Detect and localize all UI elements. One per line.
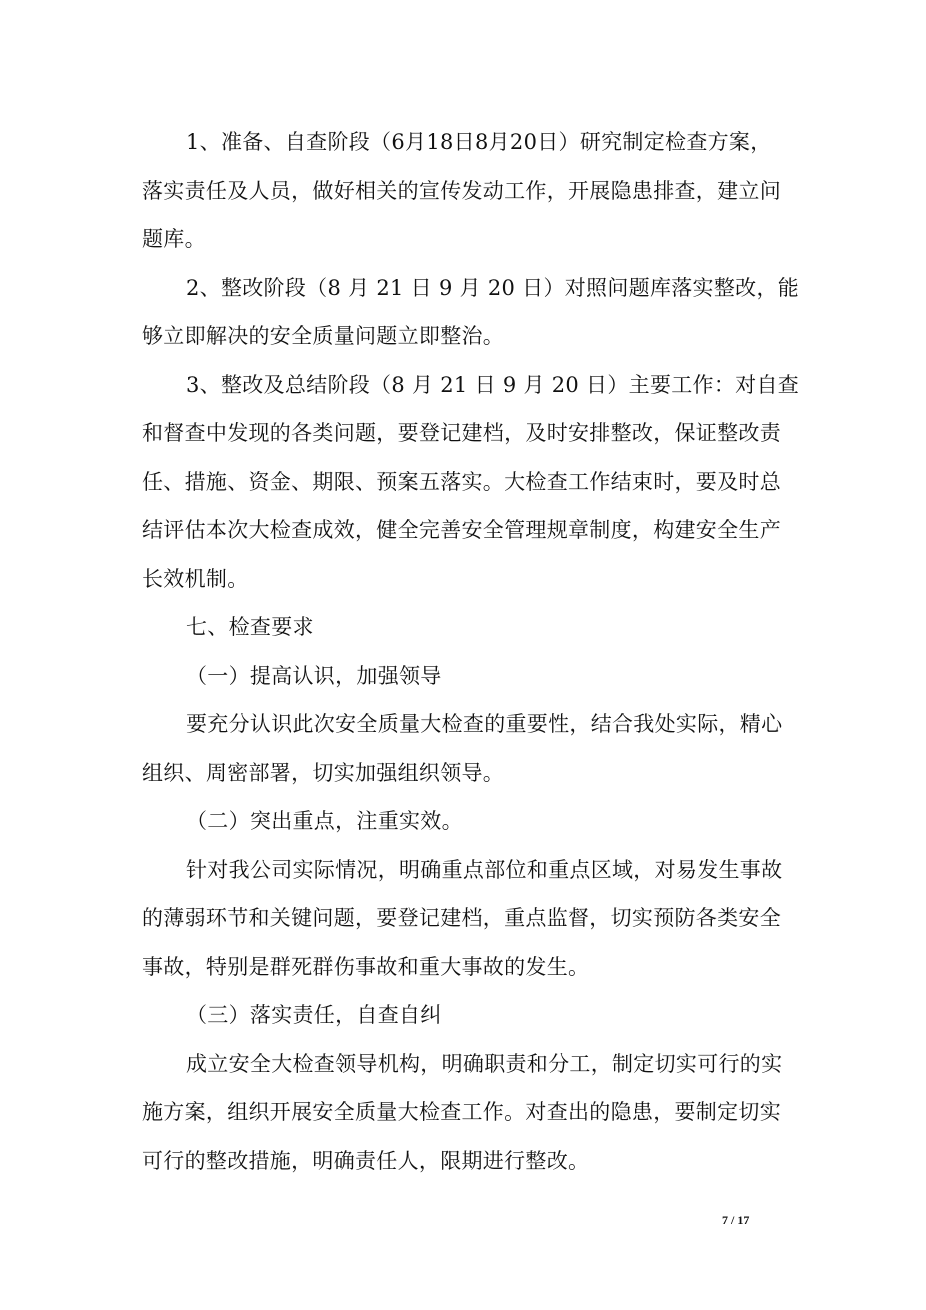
text-line: 事故，特别是群死群伤事故和重大事故的发生。 bbox=[142, 954, 590, 979]
text-line: 2、整改阶段（8 月 21 日 9 月 20 日）对照问题库落实整改，能 bbox=[186, 275, 800, 300]
subheading: （二）突出重点，注重实效。 bbox=[186, 809, 463, 833]
text-line: 3、整改及总结阶段（8 月 21 日 9 月 20 日）主要工作：对自查 bbox=[186, 372, 800, 397]
text-line: 成立安全大检查领导机构，明确职责和分工，制定切实可行的实 bbox=[186, 1051, 783, 1076]
paragraph-rectify-phase bbox=[142, 264, 800, 361]
text-line: 针对我公司实际情况，明确重点部位和重点区域，对易发生事故 bbox=[186, 857, 783, 882]
subheading-2 bbox=[142, 797, 788, 846]
text-line: 可行的整改措施，明确责任人，限期进行整改。 bbox=[142, 1148, 590, 1173]
page-number: 7 / 17 bbox=[722, 1213, 750, 1227]
text-line: 长效机制。 bbox=[142, 566, 249, 591]
text-line: 1、准备、自查阶段（6月18日8月20日）研究制定检查方案， bbox=[186, 130, 772, 154]
text-line: 结评估本次大检查成效，健全完善安全管理规章制度，构建安全生产 bbox=[142, 518, 781, 542]
section-heading: 七、检查要求 bbox=[186, 615, 314, 639]
document-body bbox=[142, 118, 800, 1185]
paragraph-focus bbox=[142, 846, 788, 992]
subheading-1 bbox=[142, 652, 788, 701]
text-line: 组织、周密部署，切实加强组织领导。 bbox=[142, 760, 505, 785]
paragraph-prep-phase bbox=[142, 118, 788, 264]
text-line: 落实责任及人员，做好相关的宣传发动工作，开展隐患排查，建立问 bbox=[142, 178, 781, 203]
paragraph-awareness bbox=[142, 700, 788, 797]
text-line: 题库。 bbox=[142, 227, 206, 251]
text-line: 要充分认识此次安全质量大检查的重要性，结合我处实际，精心 bbox=[186, 712, 783, 736]
text-line: 和督查中发现的各类问题，要登记建档，及时安排整改，保证整改责 bbox=[142, 421, 781, 445]
subheading: （一）提高认识，加强领导 bbox=[186, 663, 442, 688]
subheading: （三）落实责任，自查自纠 bbox=[186, 1003, 442, 1027]
text-line: 的薄弱环节和关键问题，要登记建档，重点监督，切实预防各类安全 bbox=[142, 906, 781, 930]
section-heading-requirements bbox=[142, 603, 788, 652]
text-line: 任、措施、资金、期限、预案五落实。大检查工作结束时，要及时总 bbox=[142, 469, 781, 494]
paragraph-responsibility bbox=[142, 1040, 788, 1186]
text-line: 够立即解决的安全质量问题立即整治。 bbox=[142, 324, 505, 348]
text-line: 施方案，组织开展安全质量大检查工作。对查出的隐患，要制定切实 bbox=[142, 1100, 781, 1124]
subheading-3 bbox=[142, 991, 788, 1040]
paragraph-summary-phase bbox=[142, 361, 800, 604]
